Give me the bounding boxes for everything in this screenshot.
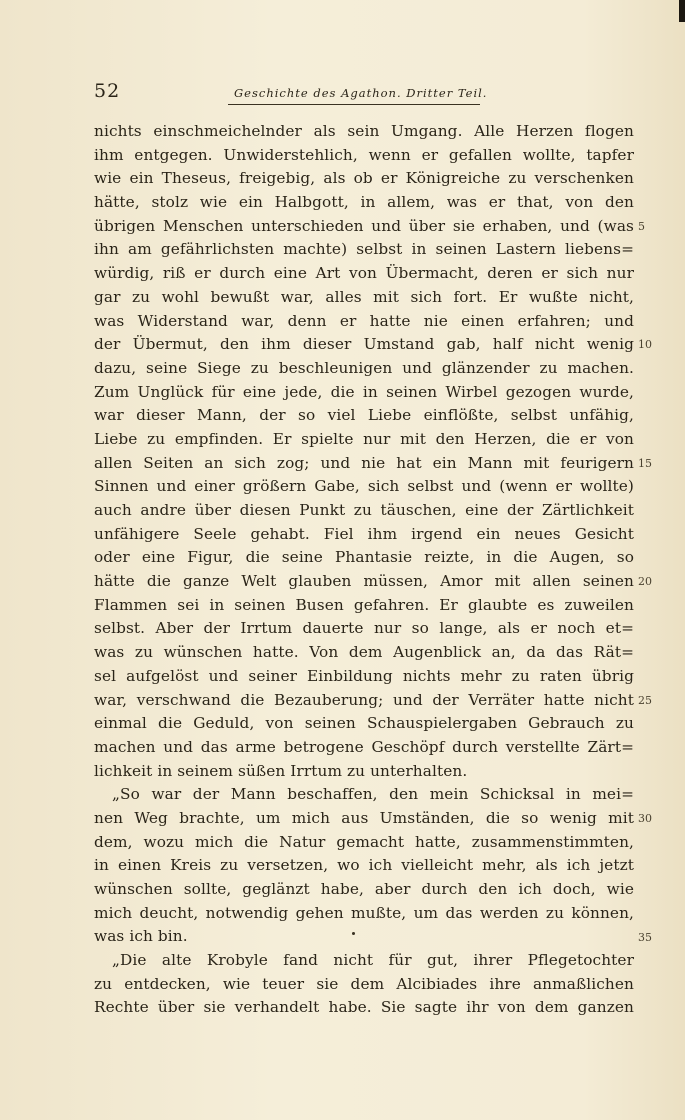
text-line: selbst. Aber der Irrtum dauerte nur so lange, als er noch et= [94, 619, 634, 638]
text-line: „Die alte Krobyle fand nicht für gut, ihrer Pflegetochter [112, 951, 634, 970]
text-line: machen und das arme betrogene Geschöpf durch verstellte Zärt= [94, 737, 634, 756]
page-number: 52 [94, 80, 121, 102]
text-line: hätte die ganze Welt glauben müssen, Amor mit allen seinen [94, 572, 634, 591]
text-line: gar zu wohl bewußt war, alles mit sich fort. Er wußte nicht, [94, 287, 634, 306]
body-text [94, 120, 634, 1020]
text-line: was Widerstand war, denn er hatte nie einen erfahren; und [94, 311, 634, 330]
text-line: unfähigere Seele gehabt. Fiel ihm irgend ein neues Gesicht [94, 524, 634, 543]
text-line: allen Seiten an sich zog; und nie hat ein Mann mit feurigern [94, 453, 634, 472]
text-line: ihn am gefährlichsten machte) selbst in seinen Lastern liebens= [94, 240, 634, 259]
text-line: übrigen Menschen unterschieden und über sie erhaben, und (was [94, 216, 634, 235]
text-line: Sinnen und einer größern Gabe, sich selbst und (wenn er wollte) [94, 477, 634, 496]
page-edge-mark [679, 0, 685, 22]
text-line: lichkeit in seinem süßen Irrtum zu unterhalten. [94, 761, 468, 780]
text-line: sel aufgelöst und seiner Einbildung nichts mehr zu raten übrig [94, 666, 634, 685]
text-line: nen Weg brachte, um mich aus Umständen, die so wenig mit [94, 808, 634, 827]
text-line: Liebe zu empfinden. Er spielte nur mit den Herzen, die er von [94, 429, 634, 448]
margin-line-number: 30 [638, 812, 652, 826]
text-line: auch andre über diesen Punkt zu täuschen, eine der Zärtlichkeit [94, 501, 634, 519]
text-line: oder eine Figur, die seine Phantasie reizte, in die Augen, so [94, 548, 634, 567]
text-line: würdig, riß er durch eine Art von Übermacht, deren er sich nur [94, 264, 634, 283]
margin-line-number: 20 [638, 575, 652, 589]
text-line: Rechte über sie verhandelt habe. Sie sagte ihr von dem ganzen [94, 998, 634, 1017]
page-header [94, 80, 630, 106]
text-line: „So war der Mann beschaffen, den mein Schicksal in mei= [112, 785, 634, 804]
text-line: in einen Kreis zu versetzen, wo ich vielleicht mehr, als ich jetzt [94, 856, 634, 875]
running-head: Geschichte des Agathon. Dritter Teil. [234, 86, 488, 100]
text-line: wie ein Theseus, freigebig, als ob er Königreiche zu verschenken [94, 169, 634, 188]
text-line: ihm entgegen. Unwiderstehlich, wenn er gefallen wollte, tapfer [94, 145, 634, 164]
text-line: was ich bin. [94, 927, 188, 946]
margin-line-number: 10 [638, 338, 652, 352]
text-line: war dieser Mann, der so viel Liebe einflößte, selbst unfähig, [94, 406, 634, 425]
text-line: zu entdecken, wie teuer sie dem Alcibiades ihre anmaßlichen [94, 974, 634, 993]
margin-line-number: 15 [638, 456, 652, 470]
text-line: wünschen sollte, geglänzt habe, aber durch den ich doch, wie [94, 880, 634, 898]
text-line: Zum Unglück für eine jede, die in seinen Wirbel gezogen wurde, [94, 382, 634, 401]
print-speck [352, 932, 355, 935]
text-line: war, verschwand die Bezauberung; und der Verräter hatte nicht [94, 690, 634, 709]
header-rule [228, 104, 480, 105]
text-line: der Übermut, den ihm dieser Umstand gab, half nicht wenig [94, 335, 634, 354]
text-line: hätte, stolz wie ein Halbgott, in allem, was er that, von den [94, 193, 634, 212]
margin-line-number: 5 [638, 219, 645, 233]
margin-line-number: 25 [638, 693, 652, 707]
text-line: Flammen sei in seinen Busen gefahren. Er glaubte es zuweilen [94, 595, 634, 614]
text-line: nichts einschmeichelnder als sein Umgang. Alle Herzen flogen [94, 122, 634, 140]
margin-line-number: 35 [638, 930, 652, 944]
text-line: mich deucht, notwendig gehen mußte, um das werden zu können, [94, 903, 634, 922]
text-line: dem, wozu mich die Natur gemacht hatte, zusammenstimmten, [94, 832, 634, 851]
text-line: dazu, seine Siege zu beschleunigen und glänzender zu machen. [94, 358, 634, 377]
text-line: einmal die Geduld, von seinen Schauspielergaben Gebrauch zu [94, 714, 634, 733]
text-line: was zu wünschen hatte. Von dem Augenblick an, da das Rät= [94, 643, 634, 662]
